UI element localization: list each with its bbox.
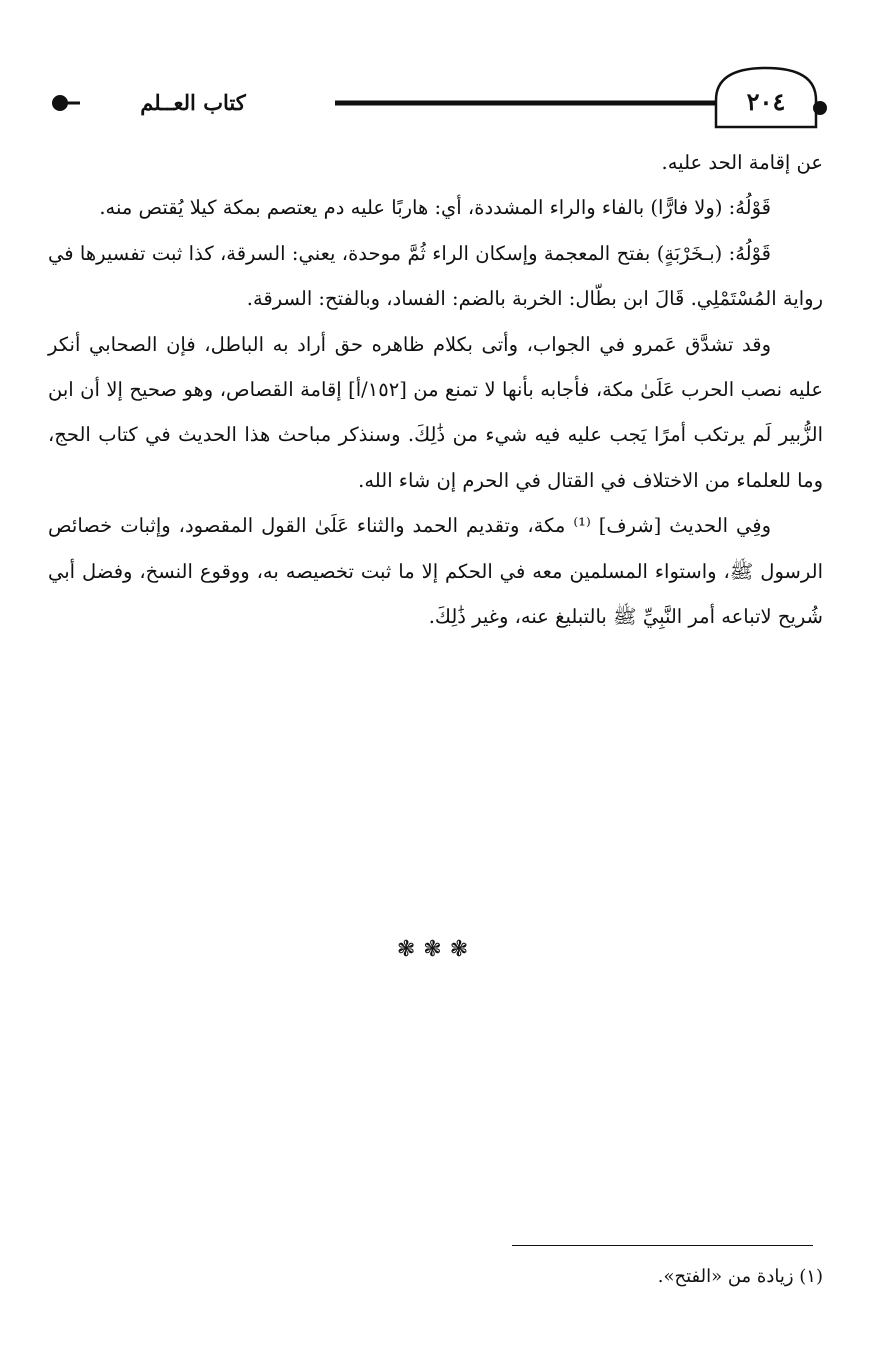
paragraph-5: وفِي الحديث [شرف] ⁽¹⁾ مكة، وتقديم الحمد والثناء عَلَىٰ القول المقصود، وإثبات خصائص الرسول ﷺ، واستواء المسلمين معه في الحكم إلا ما ثبت تخصيصه به، ووقوع النسخ، وفضل أبي شُريح لاتباعه أمر النَّبِيِّ ﷺ بالتبليغ عنه، وغير ذَٰلِكَ.: [48, 514, 823, 629]
footnote-1: (١) زيادة من «الفتح».: [657, 1266, 823, 1287]
page-header: [0, 0, 873, 140]
main-text: [48, 140, 823, 639]
page-number: ٢٠٤: [746, 87, 786, 116]
paragraph-2: قَوْلُهُ: (ولا فارًّا) بالفاء والراء المشددة، أي: هاربًا عليه دم يعتصم بمكة كيلا يُقتص منه.: [99, 196, 771, 220]
section-separator: ❃❃❃: [396, 937, 477, 962]
book-title: كتاب العــلم: [140, 90, 246, 115]
paragraph-3: قَوْلُهُ: (بـخَرْبَةٍ) بفتح المعجمة وإسكان الراء ثُمَّ موحدة، يعني: السرقة، كذا ثبت تفسيرها في رواية المُسْتَمْلِي. قَالَ ابن بطّال: الخربة بالضم: الفساد، وبالفتح: السرقة.: [48, 241, 823, 311]
footnote-divider: [512, 1245, 813, 1246]
right-end-dot: [813, 101, 827, 115]
paragraph-4: وقد تشدَّق عَمرو في الجواب، وأتى بكلام ظاهره حق أراد به الباطل، فإن الصحابي أنكر عليه نصب الحرب عَلَىٰ مكة، فأجابه بأنها لا تمنع من [١٥٢/أ] إقامة القصاص، وهو صحيح إلا أن ابن الزُّبير لَم يرتكب أمرًا يَجب عليه فيه شيء من ذَٰلِكَ. وسنذكر مباحث هذا الحديث في كتاب الحج، وما للعلماء من الاختلاف في القتال في الحرم إن شاء الله.: [48, 332, 823, 492]
paragraph-1: عن إقامة الحد عليه.: [661, 151, 823, 174]
